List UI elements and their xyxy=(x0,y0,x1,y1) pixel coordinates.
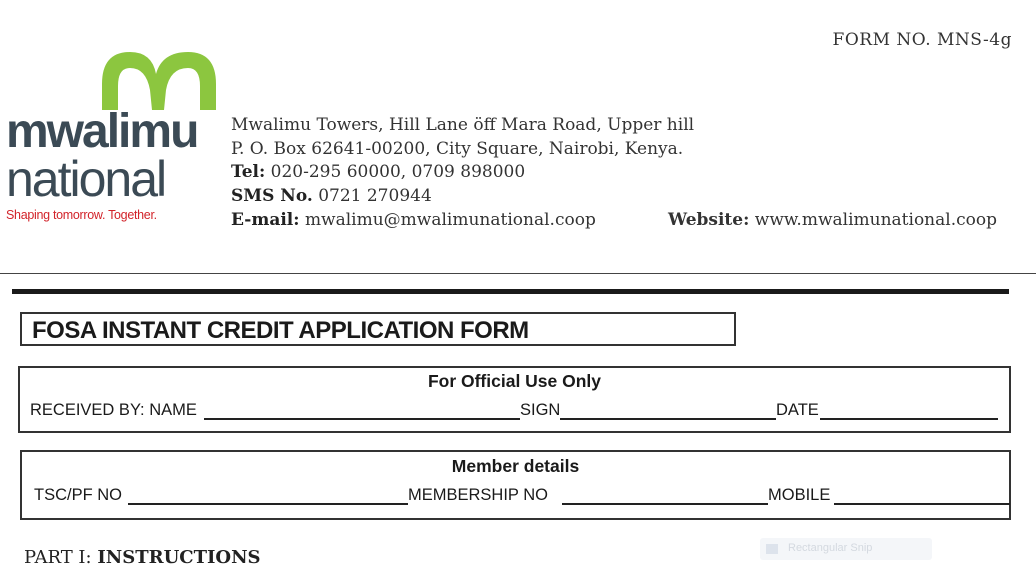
tel-value: 020-295 60000, 0709 898000 xyxy=(270,162,526,182)
rectangular-snip-overlay[interactable] xyxy=(760,538,932,560)
logo-tagline: Shaping tomorrow. Together. xyxy=(6,208,157,222)
date-field[interactable] xyxy=(820,418,998,420)
sign-label: SIGN xyxy=(520,401,561,419)
mobile-field[interactable] xyxy=(834,503,1010,505)
logo-wordmark-national: national xyxy=(6,151,166,207)
mobile-label: MOBILE xyxy=(768,486,831,504)
sms-label: SMS No. xyxy=(231,186,313,206)
member-details-section xyxy=(20,450,1011,520)
mwalimu-national-logo xyxy=(6,44,228,234)
email-line xyxy=(231,210,596,230)
sms-line xyxy=(231,186,432,206)
website-line xyxy=(668,210,997,230)
tel-label: Tel: xyxy=(231,162,266,182)
membership-no-label: MEMBERSHIP NO xyxy=(408,486,548,504)
header-divider-thick xyxy=(12,289,1009,294)
sms-value: 0721 270944 xyxy=(318,186,432,206)
website-value: www.mwalimunational.coop xyxy=(754,210,997,230)
received-by-name-field[interactable] xyxy=(204,418,520,420)
part-1-heading xyxy=(24,547,261,568)
email-label: E-mail: xyxy=(231,210,300,230)
logo-wordmark-mwalimu: mwalimu xyxy=(6,105,198,158)
form-title: FOSA INSTANT CREDIT APPLICATION FORM xyxy=(32,317,529,344)
part-1-title: INSTRUCTIONS xyxy=(97,547,261,568)
address-line-2: P. O. Box 62641-00200, City Square, Nairobi, Kenya. xyxy=(231,139,684,159)
logo-arch-icon xyxy=(92,44,228,112)
form-number: FORM NO. MNS-4g xyxy=(832,30,1012,50)
official-use-heading: For Official Use Only xyxy=(427,371,602,391)
address-line-1: Mwalimu Towers, Hill Lane öff Mara Road, Upper hill xyxy=(231,115,695,135)
received-by-name-label: RECEIVED BY: NAME xyxy=(30,401,197,419)
tsc-pf-no-label: TSC/PF NO xyxy=(34,486,123,504)
part-1-prefix: PART I: xyxy=(24,547,92,568)
form-title-box xyxy=(20,312,736,346)
tsc-pf-no-field[interactable] xyxy=(128,503,408,505)
member-details-heading: Member details xyxy=(451,456,580,476)
snip-icon xyxy=(766,544,778,554)
sign-field[interactable] xyxy=(560,418,776,420)
telephone-line xyxy=(231,162,525,182)
date-label: DATE xyxy=(776,401,819,419)
membership-no-field[interactable] xyxy=(562,503,768,505)
email-value: mwalimu@mwalimunational.coop xyxy=(304,210,596,230)
official-use-section xyxy=(18,366,1011,433)
snip-label: Rectangular Snip xyxy=(788,542,873,554)
website-label: Website: xyxy=(668,210,750,230)
header-divider-thin xyxy=(0,273,1036,274)
